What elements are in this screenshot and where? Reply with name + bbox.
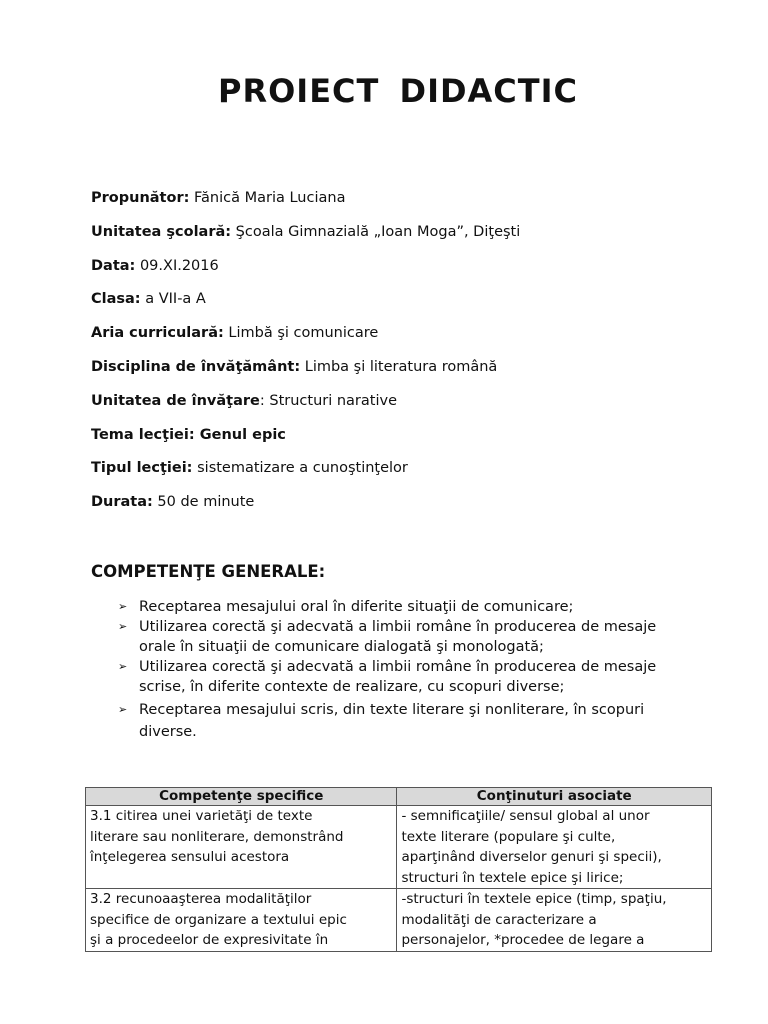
table-cell — [397, 889, 712, 952]
info-label: Propunător: — [91, 190, 190, 206]
list-item-line: Utilizarea corectă şi adecvată a limbii române în producerea de mesaje — [139, 659, 657, 675]
info-value: sistematizare a cunoştinţelor — [192, 460, 408, 477]
cell-line: - semnificaţiile/ sensul global al unor — [401, 808, 650, 824]
table-cell — [86, 806, 397, 889]
competences-list — [118, 597, 698, 743]
cell-line: modalităţi de caracterizare a — [401, 911, 597, 928]
info-label: Data: — [91, 257, 136, 274]
info-value: Şcoala Gimnazială „Ioan Moga”, Diţeşti — [231, 223, 521, 240]
lesson-info — [91, 188, 520, 526]
info-value: Genul epic — [194, 426, 286, 443]
list-item — [118, 597, 698, 617]
info-row-unitatea-de-invatare — [91, 391, 520, 425]
info-value: Limbă şi comunicare — [223, 325, 379, 342]
info-label: Tema lecţiei: — [91, 426, 195, 443]
info-label: Tipul lecţiei: — [91, 460, 193, 477]
info-value: 09.XI.2016 — [135, 257, 219, 274]
info-label: Disciplina de învăţământ: — [91, 358, 301, 375]
info-row-propunator — [91, 188, 520, 222]
list-item — [118, 699, 698, 743]
table-cell — [397, 806, 712, 889]
info-value: a VII-a A — [140, 291, 206, 308]
cell-line: literare sau nonliterare, demonstrând — [90, 828, 344, 845]
cell-line: structuri în textele epice şi lirice; — [401, 869, 624, 886]
cell-line: înţelegerea sensului acestora — [90, 849, 290, 865]
document-title: PROIECT DIDACTIC — [217, 72, 578, 110]
competences-heading: COMPETENŢE GENERALE: — [91, 562, 326, 581]
list-item-line: Receptarea mesajului scris, din texte literare şi nonliterare, în scopuri — [139, 702, 645, 718]
info-label: Clasa: — [91, 291, 141, 308]
column-header-continuturi: Conţinuturi asociate — [397, 788, 712, 806]
table-row — [86, 806, 712, 889]
cell-line: 3.2 recunoaaşterea modalităţilor — [90, 891, 312, 907]
arrow-bullet-icon: ➢ — [118, 660, 128, 673]
list-item-line: scrise, în diferite contexte de realizare, cu scopuri diverse; — [139, 679, 565, 695]
info-value: Fănică Maria Luciana — [189, 190, 346, 206]
competences-table — [85, 787, 712, 952]
cell-line: texte literare (populare şi culte, — [401, 828, 616, 845]
info-row-disciplina — [91, 357, 520, 391]
arrow-bullet-icon: ➢ — [118, 600, 128, 613]
column-header-competente: Competenţe specifice — [86, 788, 397, 806]
list-item-line: Receptarea mesajului oral în diferite situaţii de comunicare; — [139, 599, 574, 615]
cell-line: specifice de organizare a textului epic — [90, 911, 347, 928]
info-row-tipul-lectiei — [91, 458, 520, 492]
info-label: Unitatea de învăţare — [91, 392, 260, 409]
list-item-line: orale în situaţii de comunicare dialogată şi monologată; — [139, 639, 544, 655]
list-item-line: Utilizarea corectă şi adecvată a limbii române în producerea de mesaje — [139, 619, 657, 635]
info-row-unitatea-scolara — [91, 222, 520, 256]
info-label: Unitatea şcolară: — [91, 223, 232, 240]
table-header-row — [86, 788, 712, 806]
table-row — [86, 889, 712, 952]
info-value: : Structuri narative — [259, 392, 397, 409]
info-value: 50 de minute — [152, 494, 255, 511]
info-label: Aria curriculară: — [91, 325, 224, 342]
list-item — [118, 657, 698, 697]
info-row-data — [91, 256, 520, 290]
cell-line: şi a procedeelor de expresivitate în — [90, 932, 329, 948]
info-row-aria-curriculara — [91, 323, 520, 357]
list-item — [118, 617, 698, 657]
arrow-bullet-icon: ➢ — [118, 620, 128, 633]
info-label: Durata: — [91, 494, 153, 511]
list-item-line: diverse. — [139, 724, 197, 740]
cell-line: aparţinând diverselor genuri şi specii), — [401, 849, 662, 865]
cell-line: -structuri în textele epice (timp, spaţiu, — [401, 891, 667, 907]
table-cell — [86, 889, 397, 952]
cell-line: personajelor, *procedee de legare a — [401, 932, 645, 948]
cell-line: 3.1 citirea unei varietăţi de texte — [90, 808, 313, 824]
arrow-bullet-icon: ➢ — [118, 703, 128, 716]
info-row-durata — [91, 492, 520, 526]
info-row-tema-lectiei — [91, 425, 520, 459]
info-row-clasa — [91, 289, 520, 323]
info-value: Limba şi literatura română — [300, 358, 498, 375]
